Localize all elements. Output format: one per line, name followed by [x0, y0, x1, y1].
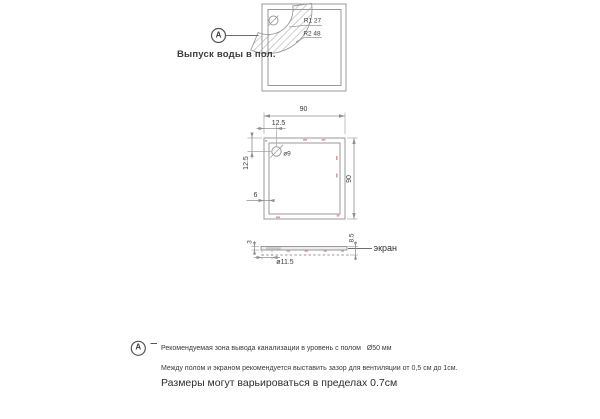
detail-caption: Выпуск воды в пол. [177, 49, 276, 60]
note-line-2: Между полом и экраном рекомендуется выставить зазор для вентиляции от 0,5 см до 1см. [161, 364, 458, 372]
plan-dimension-lines [247, 116, 355, 219]
plan-drain-diameter-label: ø9 [283, 149, 291, 157]
detail-marker-label: A [215, 30, 222, 40]
plan-drain-offset-vertical-dimension: 12.5 [243, 156, 251, 170]
note-line-1: Рекомендуемая зона вывода канализации в уровень с полом Ø50 мм [161, 344, 392, 352]
side-view-linework [252, 241, 373, 260]
side-drain-seat [266, 247, 281, 249]
side-rim-height-dimension: 3 [246, 240, 254, 244]
radius2-label: R2 48 [303, 29, 321, 37]
screen-label: экран [373, 243, 398, 253]
note-line-3: Размеры могут варьироваться в пределах 0.7см [161, 377, 398, 389]
plan-drain-offset-horizontal-dimension: 12.5 [271, 119, 286, 127]
detail-view-linework [212, 3, 347, 91]
side-drain-base-diameter-dimension: ø11.5 [276, 259, 294, 267]
plan-rim-width-dimension: 6 [253, 191, 258, 199]
plan-height-dimension: 90 [346, 174, 354, 183]
radius1-label: R1 27 [303, 17, 322, 25]
plan-view-linework [247, 113, 358, 220]
side-total-height-dimension: 8.5 [348, 233, 356, 243]
plan-width-dimension: 90 [299, 106, 308, 114]
drainage-zone-hatch [251, 3, 312, 53]
note-marker-label: A [135, 342, 142, 352]
